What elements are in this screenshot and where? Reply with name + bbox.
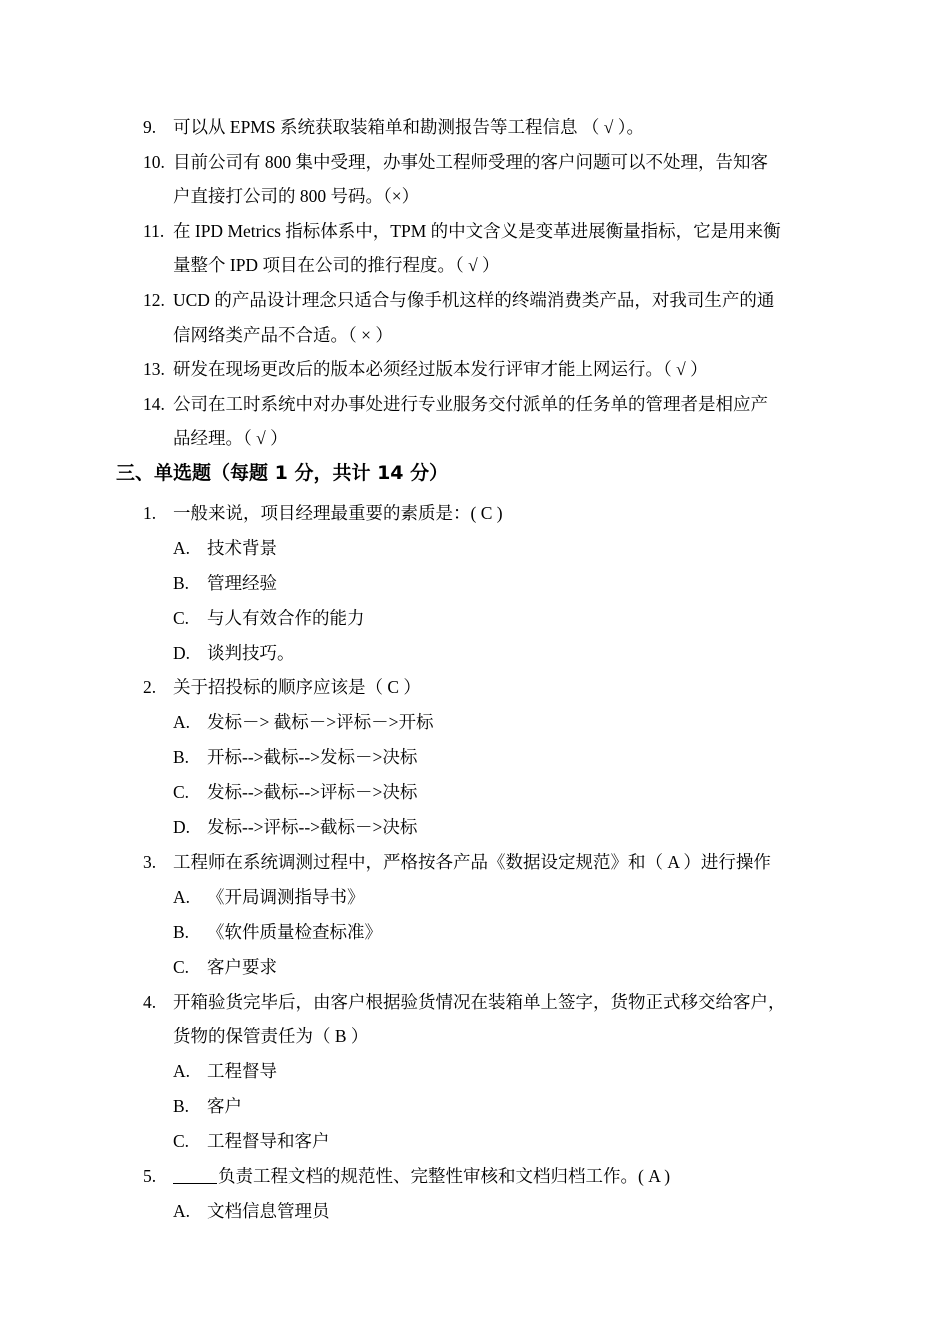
mc-item-2 xyxy=(0,670,950,704)
option-letter: C. xyxy=(173,782,190,802)
item-text: 负责工程文档的规范性、完整性审核和文档归档工作。( A ) xyxy=(218,1166,671,1186)
option-letter: C. xyxy=(173,1131,190,1151)
option-text: 与人有效合作的能力 xyxy=(207,608,365,628)
tf-item-12 xyxy=(0,283,950,317)
mc-option xyxy=(0,531,950,565)
option-letter: A. xyxy=(173,887,191,907)
item-number: 14. xyxy=(143,394,165,414)
tf-item-14 xyxy=(0,387,950,421)
section-heading-row xyxy=(0,456,950,490)
mc-option xyxy=(0,810,950,844)
tf-item-13 xyxy=(0,352,950,386)
item-text-continued: 信网络类产品不合适。（ × ） xyxy=(173,325,393,345)
mc-option xyxy=(0,950,950,984)
item-number: 3. xyxy=(143,852,157,872)
mc-item-3 xyxy=(0,845,950,879)
option-letter: A. xyxy=(173,538,191,558)
fill-in-blank xyxy=(173,1165,217,1184)
mc-option xyxy=(0,880,950,914)
option-text: 客户要求 xyxy=(207,957,277,977)
item-number: 12. xyxy=(143,290,165,310)
option-text: 工程督导和客户 xyxy=(207,1131,330,1151)
item-text-continued: 品经理。（ √ ） xyxy=(173,428,288,448)
item-text: 公司在工时系统中对办事处进行专业服务交付派单的任务单的管理者是相应产 xyxy=(173,394,768,414)
item-text-continued: 户直接打公司的 800 号码。（×） xyxy=(173,186,420,206)
option-text: 《开局调测指导书》 xyxy=(207,887,365,907)
option-text: 工程督导 xyxy=(207,1061,277,1081)
item-number: 2. xyxy=(143,677,157,697)
item-text: 在 IPD Metrics 指标体系中，TPM 的中文含义是变革进展衡量指标，它是用来衡 xyxy=(173,221,781,241)
option-letter: D. xyxy=(173,817,191,837)
item-text: 一般来说，项目经理最重要的素质是：( C ) xyxy=(173,503,503,523)
option-letter: B. xyxy=(173,1096,190,1116)
option-text: 谈判技巧。 xyxy=(207,643,295,663)
option-text: 开标-->截标-->发标－>决标 xyxy=(207,747,418,767)
option-text: 《软件质量检查标准》 xyxy=(207,922,382,942)
tf-item-12-cont xyxy=(0,318,950,352)
item-text-with-blank xyxy=(173,1159,670,1193)
option-text: 技术背景 xyxy=(207,538,277,558)
option-text: 发标-->评标-->截标－>决标 xyxy=(207,817,418,837)
mc-item-5 xyxy=(0,1159,950,1193)
tf-item-11 xyxy=(0,214,950,248)
option-letter: A. xyxy=(173,712,191,732)
item-number: 11. xyxy=(143,221,165,241)
mc-option xyxy=(0,740,950,774)
option-letter: B. xyxy=(173,747,190,767)
item-text-continued: 货物的保管责任为（ B ） xyxy=(173,1026,369,1046)
option-letter: B. xyxy=(173,922,190,942)
item-text: 工程师在系统调测过程中，严格按各产品《数据设定规范》和（ A ）进行操作 xyxy=(173,852,771,872)
item-text: 可以从 EPMS 系统获取装箱单和勘测报告等工程信息 （ √ ）。 xyxy=(173,117,644,137)
item-number: 10. xyxy=(143,152,165,172)
section-heading: 三、单选题（每题 1 分，共计 14 分） xyxy=(116,462,449,484)
option-letter: A. xyxy=(173,1201,191,1221)
item-text: 目前公司有 800 集中受理，办事处工程师受理的客户问题可以不处理，告知客 xyxy=(173,152,768,172)
item-number: 9. xyxy=(143,117,157,137)
mc-option xyxy=(0,915,950,949)
item-text: UCD 的产品设计理念只适合与像手机这样的终端消费类产品，对我司生产的通 xyxy=(173,290,775,310)
option-letter: A. xyxy=(173,1061,191,1081)
item-text-continued: 量整个 IPD 项目在公司的推行程度。（ √ ） xyxy=(173,255,500,275)
item-number: 5. xyxy=(143,1166,157,1186)
option-letter: D. xyxy=(173,643,191,663)
option-letter: C. xyxy=(173,957,190,977)
item-text: 研发在现场更改后的版本必须经过版本发行评审才能上网运行。（ √ ） xyxy=(173,359,708,379)
item-number: 13. xyxy=(143,359,165,379)
mc-item-4-cont xyxy=(0,1019,950,1053)
tf-item-9 xyxy=(0,110,950,144)
option-text: 发标－> 截标－>评标－>开标 xyxy=(207,712,434,732)
mc-item-4 xyxy=(0,985,950,1019)
mc-option xyxy=(0,636,950,670)
mc-option xyxy=(0,705,950,739)
tf-item-14-cont xyxy=(0,421,950,455)
mc-option xyxy=(0,1089,950,1123)
mc-option xyxy=(0,566,950,600)
mc-option xyxy=(0,1054,950,1088)
mc-option xyxy=(0,1194,950,1228)
option-text: 客户 xyxy=(207,1096,242,1116)
mc-option xyxy=(0,1124,950,1158)
tf-item-10 xyxy=(0,145,950,179)
tf-item-10-cont xyxy=(0,179,950,213)
mc-item-1 xyxy=(0,496,950,530)
item-text: 开箱验货完毕后，由客户根据验货情况在装箱单上签字，货物正式移交给客户， xyxy=(173,992,786,1012)
mc-option xyxy=(0,775,950,809)
option-text: 管理经验 xyxy=(207,573,277,593)
tf-item-11-cont xyxy=(0,248,950,282)
option-letter: C. xyxy=(173,608,190,628)
option-letter: B. xyxy=(173,573,190,593)
item-text: 关于招投标的顺序应该是（ C ） xyxy=(173,677,421,697)
item-number: 4. xyxy=(143,992,157,1012)
item-number: 1. xyxy=(143,503,157,523)
mc-option xyxy=(0,601,950,635)
option-text: 文档信息管理员 xyxy=(207,1201,330,1221)
option-text: 发标-->截标-->评标－>决标 xyxy=(207,782,418,802)
